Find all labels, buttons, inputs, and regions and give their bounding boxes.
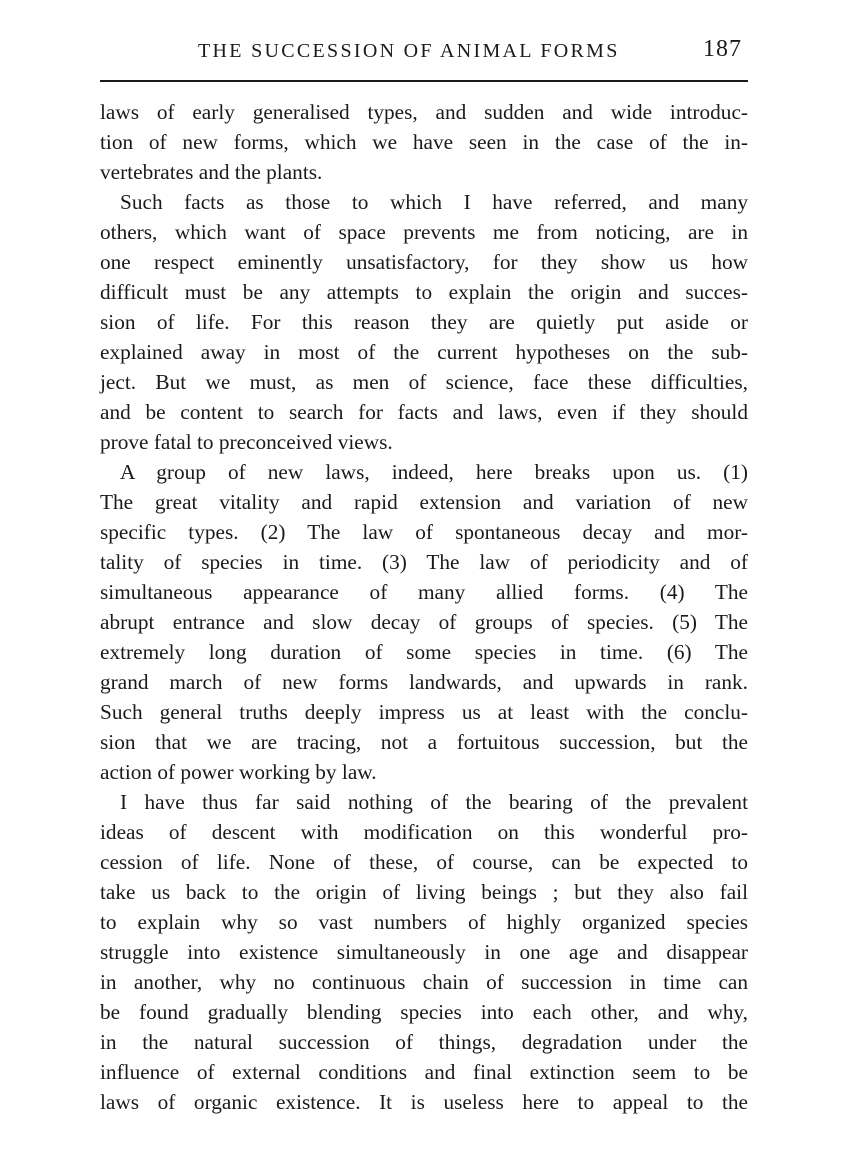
text-line: and be content to search for facts and laws, even if they should — [100, 400, 748, 424]
text-line: Such general truths deeply impress us at least with the conclu- — [100, 700, 748, 724]
text-line: vertebrates and the plants. — [100, 160, 323, 184]
text-line: The great vitality and rapid extension and variation of new — [100, 490, 748, 514]
text-line: sion that we are tracing, not a fortuitous succession, but the — [100, 730, 748, 754]
text-line: tion of new forms, which we have seen in the case of the in- — [100, 130, 748, 154]
text-line: sion of life. For this reason they are quietly put aside or — [100, 310, 748, 334]
text-line: struggle into existence simultaneously in one age and disappear — [100, 940, 748, 964]
text-line: one respect eminently unsatisfactory, for they show us how — [100, 250, 748, 274]
running-head: THE SUCCESSION OF ANIMAL FORMS — [198, 40, 620, 62]
text-line: laws of early generalised types, and sudden and wide introduc- — [100, 100, 748, 124]
text-line: influence of external conditions and final extinction seem to be — [100, 1060, 748, 1084]
text-line: simultaneous appearance of many allied forms. (4) The — [100, 580, 748, 604]
text-line: in another, why no continuous chain of succession in time can — [100, 970, 748, 994]
text-line: I have thus far said nothing of the bearing of the prevalent — [120, 790, 748, 814]
text-line: take us back to the origin of living beings ; but they also fail — [100, 880, 748, 904]
text-line: in the natural succession of things, degradation under the — [100, 1030, 748, 1054]
text-line: abrupt entrance and slow decay of groups of species. (5) The — [100, 610, 748, 634]
text-line: others, which want of space prevents me from noticing, are in — [100, 220, 748, 244]
text-line: grand march of new forms landwards, and upwards in rank. — [100, 670, 748, 694]
text-line: extremely long duration of some species in time. (6) The — [100, 640, 748, 664]
text-line: Such facts as those to which I have referred, and many — [120, 190, 748, 214]
text-line: be found gradually blending species into each other, and why, — [100, 1000, 748, 1024]
text-line: ject. But we must, as men of science, face these difficulties, — [100, 370, 748, 394]
header-rule — [100, 80, 748, 82]
text-line: specific types. (2) The law of spontaneous decay and mor- — [100, 520, 748, 544]
text-line: A group of new laws, indeed, here breaks upon us. (1) — [120, 460, 748, 484]
text-line: ideas of descent with modification on this wonderful pro- — [100, 820, 748, 844]
text-line: prove fatal to preconceived views. — [100, 430, 393, 454]
text-line: action of power working by law. — [100, 760, 377, 784]
text-line: to explain why so vast numbers of highly organized species — [100, 910, 748, 934]
text-line: difficult must be any attempts to explain the origin and succes- — [100, 280, 748, 304]
text-line: tality of species in time. (3) The law of periodicity and of — [100, 550, 748, 574]
body-text — [100, 97, 748, 1117]
text-line: cession of life. None of these, of course, can be expected to — [100, 850, 748, 874]
page-number: 187 — [703, 36, 742, 62]
text-line: laws of organic existence. It is useless here to appeal to the — [100, 1090, 748, 1114]
text-line: explained away in most of the current hypotheses on the sub- — [100, 340, 748, 364]
page-header — [100, 36, 750, 76]
